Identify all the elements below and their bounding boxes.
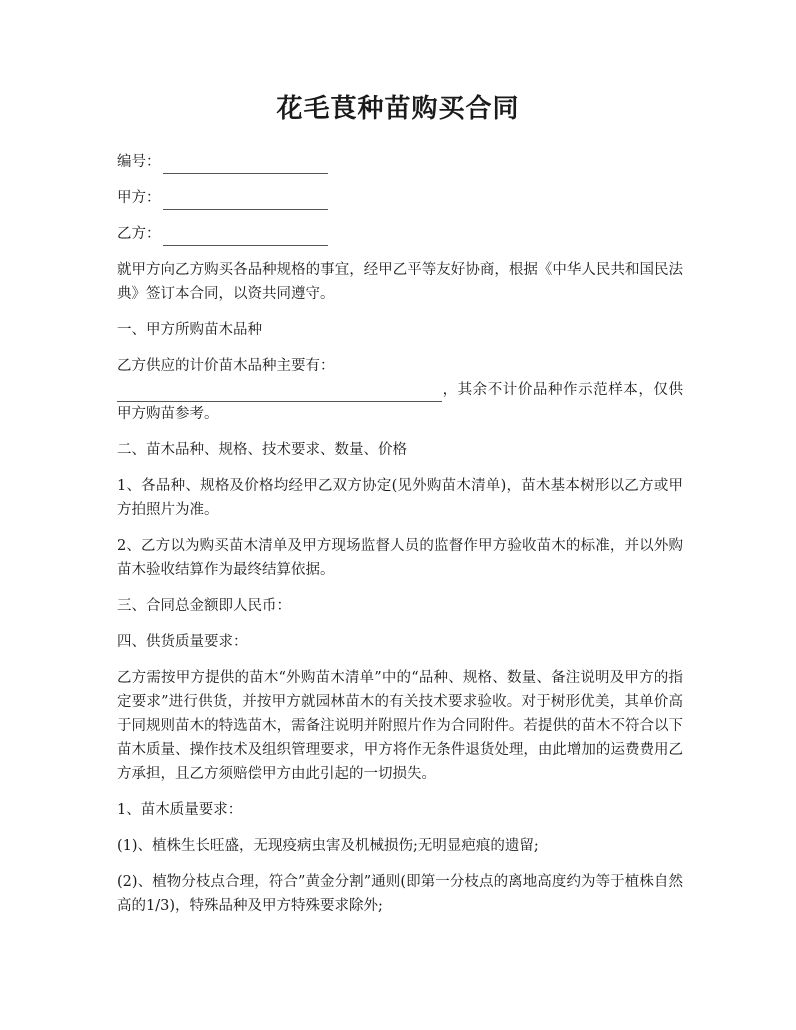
section-2-heading: 二、苗木品种、规格、技术要求、数量、价格	[117, 442, 407, 458]
section-2-item-2: 2、乙方以为购买苗木清单及甲方现场监督人员的监督作甲方验收苗木的标准，并以外购苗木验收结算作为最终结算依据。	[117, 538, 683, 578]
section-3-heading: 三、合同总金额即人民币：	[117, 598, 291, 614]
quality-item-2: (2)、植物分枝点合理，符合”黄金分割”通则(即第一分枝点的离地高度约为等于植株自然高的1/3)，特殊品种及甲方特殊要求除外;	[117, 874, 683, 914]
section-2-item-1: 1、各品种、规格及价格均经甲乙双方协定(见外购苗木清单)，苗木基本树形以乙方或甲方拍照片为准。	[117, 478, 683, 518]
quality-item-1: (1)、植株生长旺盛，无现疫病虫害及机械损伤;无明显疤痕的遗留;	[117, 838, 539, 854]
party-a-field	[117, 186, 683, 210]
party-a-blank[interactable]	[163, 192, 328, 210]
section-1-paragraph	[117, 354, 683, 426]
section-1-text-b: ，其余不计价品种作示范样本，仅供甲方购苗参考。	[117, 382, 683, 422]
document-title: 花毛茛种苗购买合同	[276, 94, 520, 124]
party-b-field	[117, 222, 683, 246]
varieties-blank[interactable]	[117, 384, 442, 402]
intro-paragraph: 就甲方向乙方购买各品种规格的事宜，经甲乙平等友好协商，根据《中华人民共和国民法典》签订本合同，以资共同遵守。	[117, 262, 683, 302]
quality-heading: 1、苗木质量要求：	[117, 802, 243, 818]
document-body	[117, 150, 683, 930]
section-1-text-a: 乙方供应的计价苗木品种主要有：	[117, 358, 335, 374]
contract-number-label: 编号：	[117, 154, 161, 170]
section-4-heading: 四、供货质量要求：	[117, 634, 248, 650]
party-b-blank[interactable]	[163, 228, 328, 246]
section-1-heading: 一、甲方所购苗木品种	[117, 322, 262, 338]
party-b-label: 乙方：	[117, 226, 161, 242]
contract-number-field	[117, 150, 683, 174]
contract-number-blank[interactable]	[163, 156, 328, 174]
party-a-label: 甲方：	[117, 190, 161, 206]
section-4-paragraph: 乙方需按甲方提供的苗木“外购苗木清单”中的“品种、规格、数量、备注说明及甲方的指定要求”进行供货，并按甲方就园林苗木的有关技术要求验收。对于树形优美，其单价高于同规则苗木的特选苗木，需备注说明并附照片作为合同附件。若提供的苗木不符合以下苗木质量、操作技术及组织管理要求，甲方将作无条件退货处理，由此增加的运费费用乙方承担，且乙方须赔偿甲方由此引起的一切损失。	[117, 670, 683, 782]
